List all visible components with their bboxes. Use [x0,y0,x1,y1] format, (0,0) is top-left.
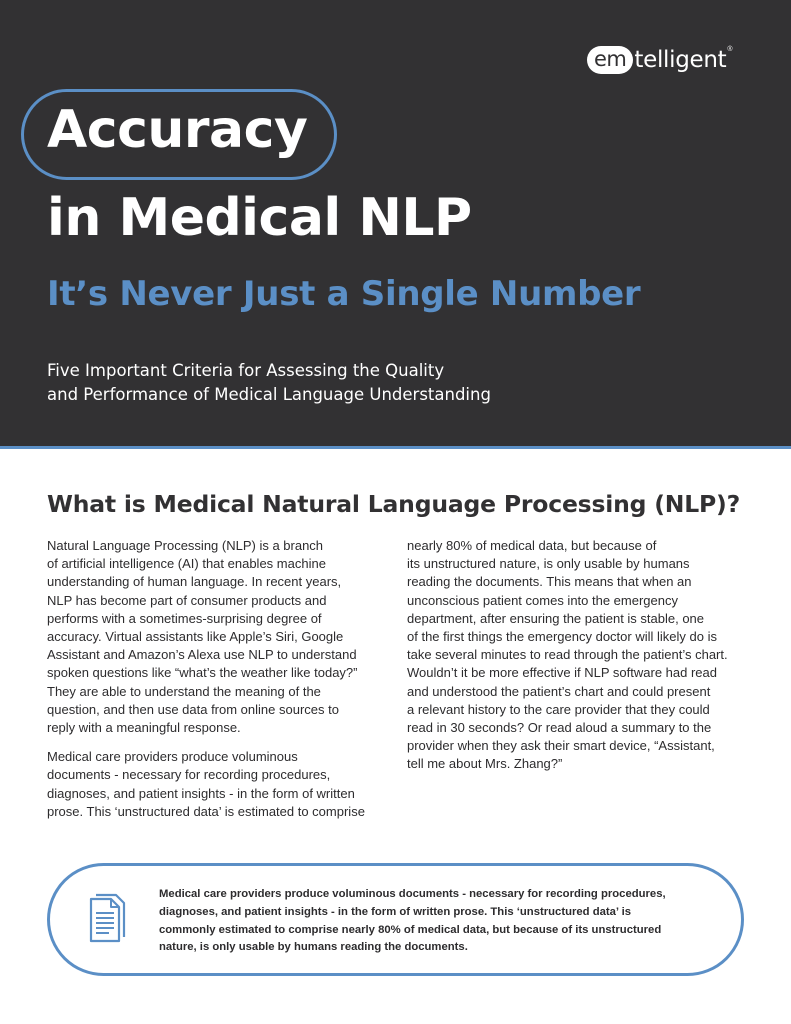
text-line: of artificial intelligence (AI) that enables machine [47,556,326,572]
text-line: Assistant and Amazon’s Alexa use NLP to understand [47,647,357,663]
document-icon [87,893,127,947]
section-heading: What is Medical Natural Language Processing (NLP)? [47,490,741,518]
callout-line: Medical care providers produce voluminous documents - necessary for recording procedures, [159,888,666,900]
logo-mark: em [587,46,633,74]
text-line: reading the documents. This means that when an [407,574,692,590]
text-line: Natural Language Processing (NLP) is a branch [47,538,324,553]
text-line: department, after ensuring the patient is stable, one [407,610,705,626]
callout-line: diagnoses, and patient insights - in the form of written prose. This ‘unstructured data’ is [159,905,632,918]
text-line: and understood the patient’s chart and could present [407,683,711,699]
text-line: reply with a meaningful response. [47,720,241,736]
right-column [407,537,752,774]
logo-wordmark: telligent [634,47,727,73]
left-column [47,537,387,821]
text-line: Wouldn’t it be more effective if NLP software had read [407,665,718,681]
text-line: question, and then use data from online sources to [47,701,339,717]
logo-registered: ® [727,46,733,53]
tagline [47,359,491,407]
page-title-line2: in Medical NLP [47,188,472,248]
text-line: diagnoses, and patient insights - in the form of written [47,785,355,801]
text-line: read in 30 seconds? Or read aloud a summary to the [407,720,712,736]
text-line: a relevant history to the care provider that they could [407,701,710,717]
text-line: NLP has become part of consumer products and [47,592,327,608]
text-line: take several minutes to read through the patient’s chart. [407,647,728,663]
text-line: performs with a sometimes-surprising degree of [47,610,322,626]
text-line: understanding of human language. In recent years, [47,574,342,590]
callout-line: nature, is only usable by humans reading the documents. [159,941,468,954]
text-line: accuracy. Virtual assistants like Apple’s Siri, Google [47,629,344,645]
emtelligent-logo [587,44,733,76]
text-line: documents - necessary for recording procedures, [47,767,331,783]
text-line: of the first things the emergency doctor will likely do is [407,629,717,645]
tagline-line: Five Important Criteria for Assessing the Quality [47,361,445,380]
text-line: provider when they ask their smart device, “Assistant, [407,738,715,754]
text-line: They are able to understand the meaning of the [47,683,321,699]
tagline-line: and Performance of Medical Language Understanding [47,385,491,404]
text-line: nearly 80% of medical data, but because of [407,538,657,553]
text-line: Medical care providers produce voluminous [47,749,298,765]
callout-line: commonly estimated to comprise nearly 80% of medical data, but because of its unstructured [159,923,662,936]
callout-text [159,886,719,957]
page-title-line1: Accuracy [47,100,308,160]
text-line: unconscious patient comes into the emergency [407,592,678,608]
text-line: tell me about Mrs. Zhang?” [407,756,563,772]
text-line: prose. This ‘unstructured data’ is estimated to comprise [47,803,365,819]
hero-divider [0,446,791,449]
page-subtitle: It’s Never Just a Single Number [47,274,641,314]
text-line: its unstructured nature, is only usable by humans [407,556,690,572]
text-line: spoken questions like “what’s the weather like today?” [47,665,358,681]
